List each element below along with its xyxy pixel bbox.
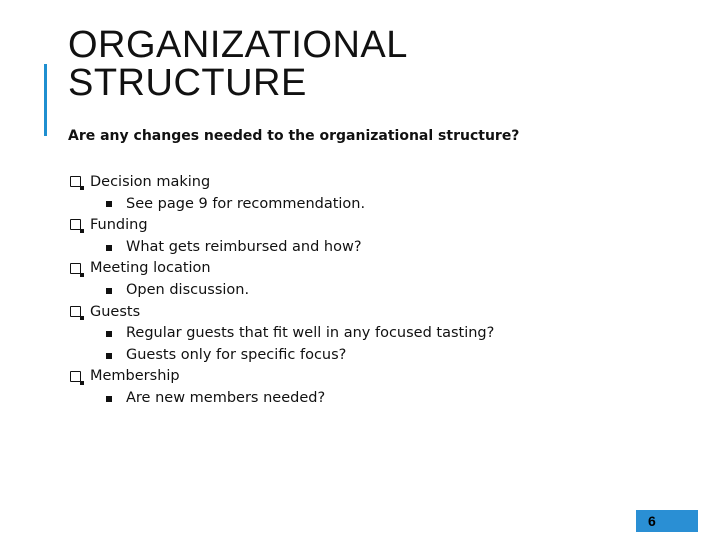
- title-accent-bar: [44, 64, 47, 136]
- bullet-label: Guests: [90, 303, 141, 320]
- bullet-item-membership: [70, 366, 494, 388]
- bullet-label: Funding: [90, 217, 148, 234]
- slide-subtitle: Are any changes needed to the organizational structure?: [68, 128, 520, 144]
- slide-title: [68, 26, 408, 102]
- checkbox-bullet-icon: [70, 371, 81, 382]
- sub-bullet-item: [70, 237, 494, 259]
- checkbox-bullet-icon: [70, 219, 81, 230]
- bullet-item-meeting-location: [70, 258, 494, 280]
- checkbox-bullet-icon: [70, 306, 81, 317]
- sub-bullet-label: Regular guests that fit well in any focused tasting?: [126, 325, 495, 342]
- bullet-label: Meeting location: [90, 260, 211, 277]
- sub-bullet-item: [70, 345, 494, 367]
- bullet-outline: [70, 172, 494, 410]
- square-bullet-icon: [106, 201, 112, 207]
- bullet-label: Decision making: [90, 174, 211, 190]
- sub-bullet-label: See page 9 for recommendation.: [126, 195, 366, 212]
- bullet-item-funding: [70, 215, 494, 237]
- square-bullet-icon: [106, 245, 112, 251]
- checkbox-bullet-icon: [70, 263, 81, 274]
- sub-bullet-item: [70, 388, 494, 410]
- sub-bullet-label: What gets reimbursed and how?: [126, 238, 362, 255]
- sub-bullet-item: [70, 194, 494, 216]
- square-bullet-icon: [106, 331, 112, 337]
- sub-bullet-label: Are new members needed?: [126, 389, 326, 406]
- sub-bullet-label: Guests only for specific focus?: [126, 346, 347, 363]
- sub-bullet-item: [70, 280, 494, 302]
- slide-title-line: STRUCTURE: [68, 62, 307, 104]
- slide-title-line: ORGANIZATIONAL: [68, 24, 408, 66]
- bullet-item-decision-making: [70, 172, 494, 194]
- bullet-label: Membership: [90, 368, 180, 385]
- sub-bullet-item: [70, 323, 494, 345]
- square-bullet-icon: [106, 396, 112, 402]
- square-bullet-icon: [106, 288, 112, 294]
- checkbox-bullet-icon: [70, 176, 81, 187]
- sub-bullet-label: Open discussion.: [126, 281, 250, 298]
- page-number-badge: 6: [636, 510, 698, 532]
- square-bullet-icon: [106, 353, 112, 359]
- bullet-item-guests: [70, 302, 494, 324]
